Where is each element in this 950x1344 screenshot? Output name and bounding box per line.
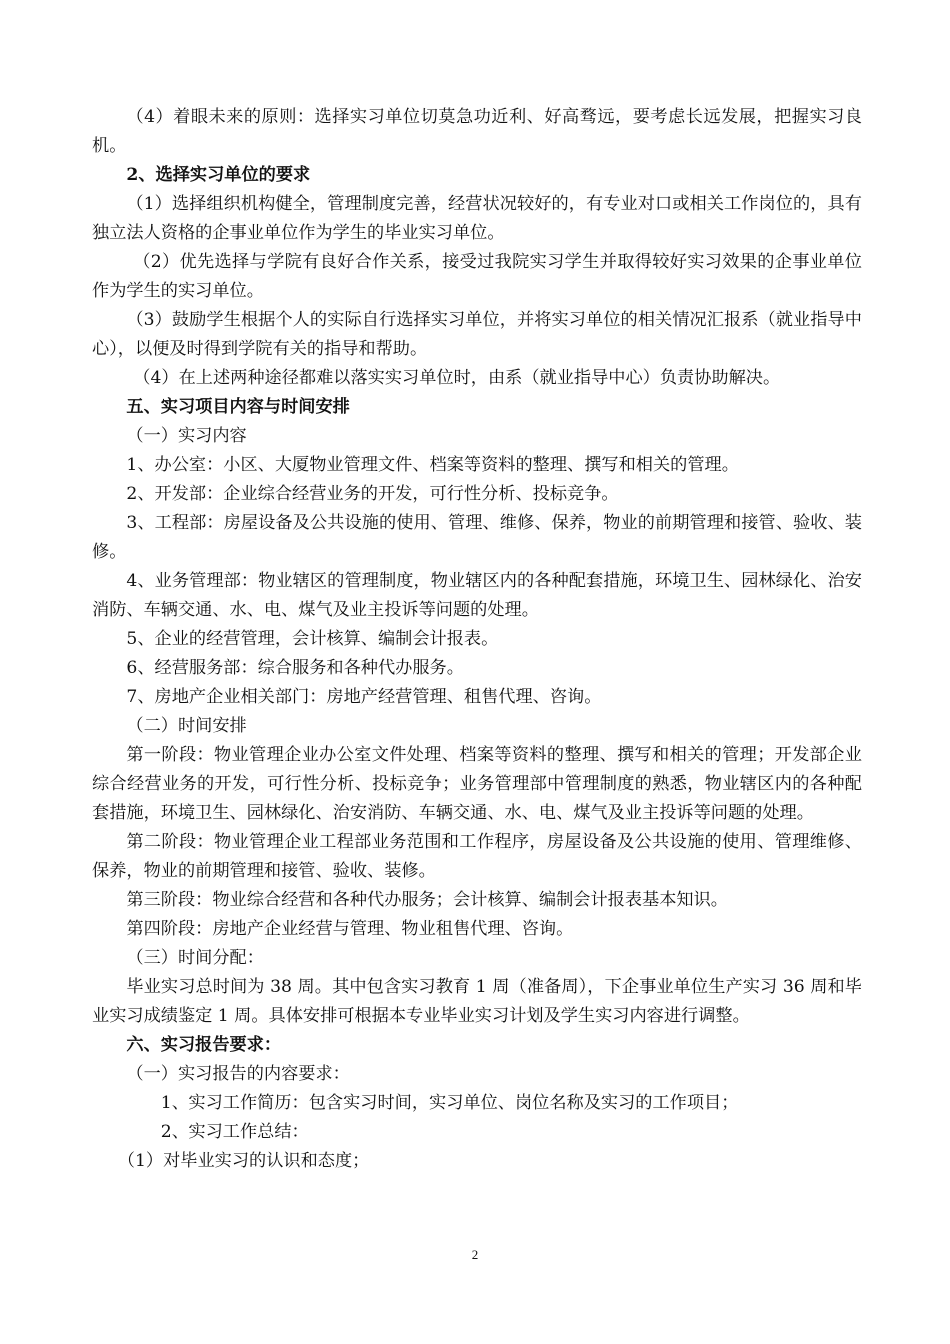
content-item-3: 3、工程部：房屋设备及公共设施的使用、管理、维修、保养，物业的前期管理和接管、验收、装修。 [92,513,862,562]
heading-unit-requirements: 2、选择实习单位的要求 [126,165,311,185]
stage-3: 第三阶段：物业综合经营和各种代办服务；会计核算、编制会计报表基本知识。 [126,890,728,910]
paragraph-requirement-3: （3）鼓励学生根据个人的实际自行选择实习单位，并将实习单位的相关情况汇报系（就业指导中心），以便及时得到学院有关的指导和帮助。 [92,310,862,359]
paragraph-requirement-2: （2）优先选择与学院有良好合作关系，接受过我院实习学生并取得较好实习效果的企事业单位作为学生的实习单位。 [92,252,862,301]
content-item-6: 6、经营服务部：综合服务和各种代办服务。 [126,658,464,678]
content-item-5: 5、企业的经营管理，会计核算、编制会计报表。 [126,629,499,649]
paragraph-requirement-4: （4）在上述两种途径都难以落实实习单位时，由系（就业指导中心）负责协助解决。 [133,368,781,388]
subheading-schedule: （二）时间安排 [126,716,247,736]
time-allocation-text: 毕业实习总时间为 38 周。其中包含实习教育 1 周（准备周），下企事业单位生产实习 36 周和毕业实习成绩鉴定 1 周。具体安排可根据本专业毕业实习计划及学生实习内容进行调整。 [92,977,862,1026]
subheading-report-content: （一）实习报告的内容要求： [126,1064,350,1084]
content-item-4: 4、业务管理部：物业辖区的管理制度，物业辖区内的各种配套措施，环境卫生、园林绿化、治安消防、车辆交通、水、电、煤气及业主投诉等问题的处理。 [92,571,862,620]
content-item-1: 1、办公室：小区、大厦物业管理文件、档案等资料的整理、撰写和相关的管理。 [126,455,739,475]
report-item-1-text: 实习工作简历：包含实习时间，实习单位、岗位名称及实习的工作项目； [188,1093,739,1113]
stage-4: 第四阶段：房地产企业经营与管理、物业租售代理、咨询。 [126,919,574,939]
page-number: 2 [471,1247,479,1262]
report-item-2 [92,1118,862,1147]
subheading-content: （一）实习内容 [126,426,247,446]
stage-2: 第二阶段：物业管理企业工程部业务范围和工作程序，房屋设备及公共设施的使用、管理维修、保养，物业的前期管理和接管、验收、装修。 [92,832,862,881]
heading-section-5: 五、实习项目内容与时间安排 [126,397,350,417]
report-item-1-number: 1、 [160,1093,189,1113]
report-item-2-number: 2、 [160,1122,189,1142]
paragraph-principle-4: （4）着眼未来的原则：选择实习单位切莫急功近利、好高骛远，要考虑长远发展，把握实习良机。 [92,107,862,156]
paragraph-requirement-1: （1）选择组织机构健全，管理制度完善，经营状况较好的，有专业对口或相关工作岗位的，具有独立法人资格的企事业单位作为学生的毕业实习单位。 [92,194,862,243]
report-item-1 [92,1089,862,1118]
stage-1: 第一阶段：物业管理企业办公室文件处理、档案等资料的整理、撰写和相关的管理；开发部企业综合经营业务的开发，可行性分析、投标竞争；业务管理部中管理制度的熟悉，物业辖区内的各种配套措施，环境卫生、园林绿化、治安消防、车辆交通、水、电、煤气及业主投诉等问题的处理。 [92,745,862,823]
content-item-2: 2、开发部：企业综合经营业务的开发，可行性分析、投标竞争。 [126,484,619,504]
report-subitem-1: （1）对毕业实习的认识和态度； [117,1151,370,1171]
document-body [92,103,862,1176]
content-item-7: 7、房地产企业相关部门：房地产经营管理、租售代理、咨询。 [126,687,602,707]
report-item-2-text: 实习工作总结： [188,1122,309,1142]
heading-section-6: 六、实习报告要求： [126,1035,282,1055]
subheading-time-allocation: （三）时间分配： [126,948,264,968]
